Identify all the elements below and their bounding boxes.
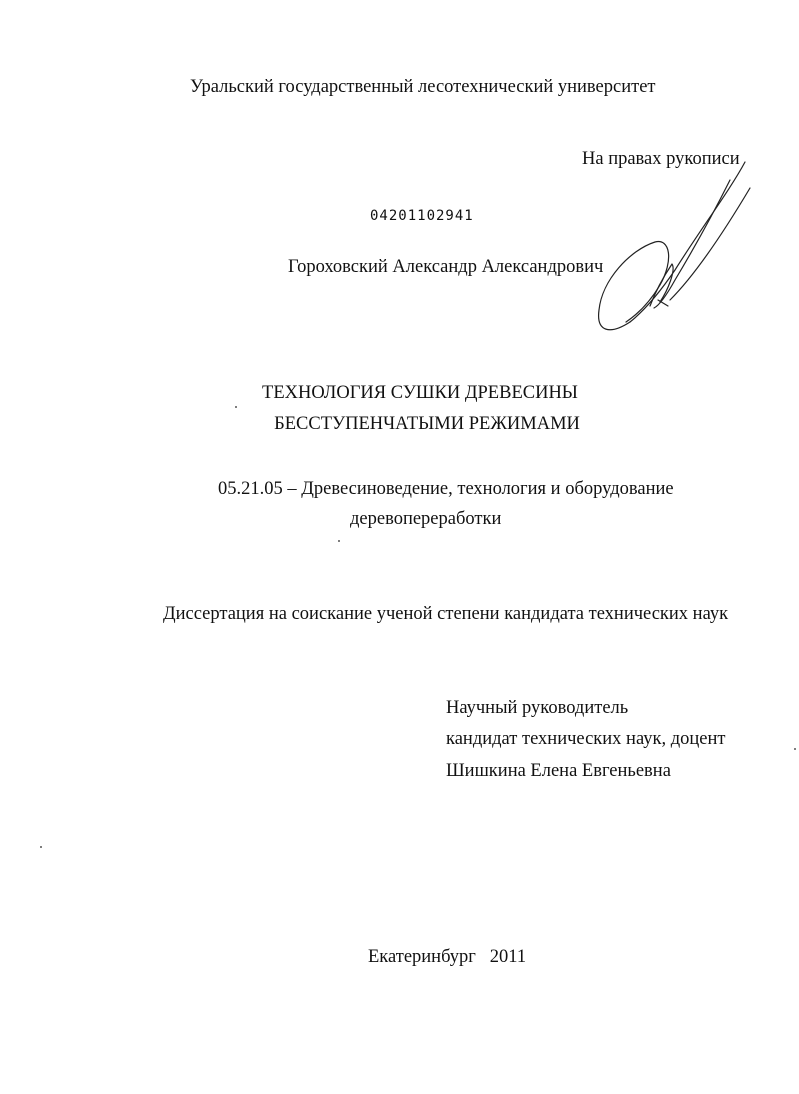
supervisor-degree: кандидат технических наук, доцент xyxy=(446,729,726,749)
scan-speck xyxy=(235,406,237,408)
footer-city: Екатеринбург xyxy=(368,947,476,967)
degree-statement: Диссертация на соискание ученой степени кандидата технических наук xyxy=(163,604,729,624)
university-name: Уральский государственный лесотехнический университет xyxy=(190,77,656,97)
specialty-line-1: 05.21.05 – Древесиноведение, технология и оборудование xyxy=(218,479,674,499)
specialty-line-2: деревопереработки xyxy=(350,509,502,529)
author-name: Гороховский Александр Александрович xyxy=(288,257,604,277)
scan-speck xyxy=(794,748,796,750)
scan-speck xyxy=(338,540,340,542)
manuscript-note: На правах рукописи xyxy=(582,149,740,169)
handwritten-signature xyxy=(590,160,760,340)
document-code: 04201102941 xyxy=(370,208,474,224)
title-line-2: БЕССТУПЕНЧАТЫМИ РЕЖИМАМИ xyxy=(274,414,580,434)
scan-speck xyxy=(40,846,42,848)
footer-city-year xyxy=(368,946,526,968)
footer-year: 2011 xyxy=(489,947,527,967)
title-line-1: ТЕХНОЛОГИЯ СУШКИ ДРЕВЕСИНЫ xyxy=(262,383,578,403)
supervisor-role: Научный руководитель xyxy=(446,698,629,718)
supervisor-name: Шишкина Елена Евгеньевна xyxy=(446,761,671,781)
